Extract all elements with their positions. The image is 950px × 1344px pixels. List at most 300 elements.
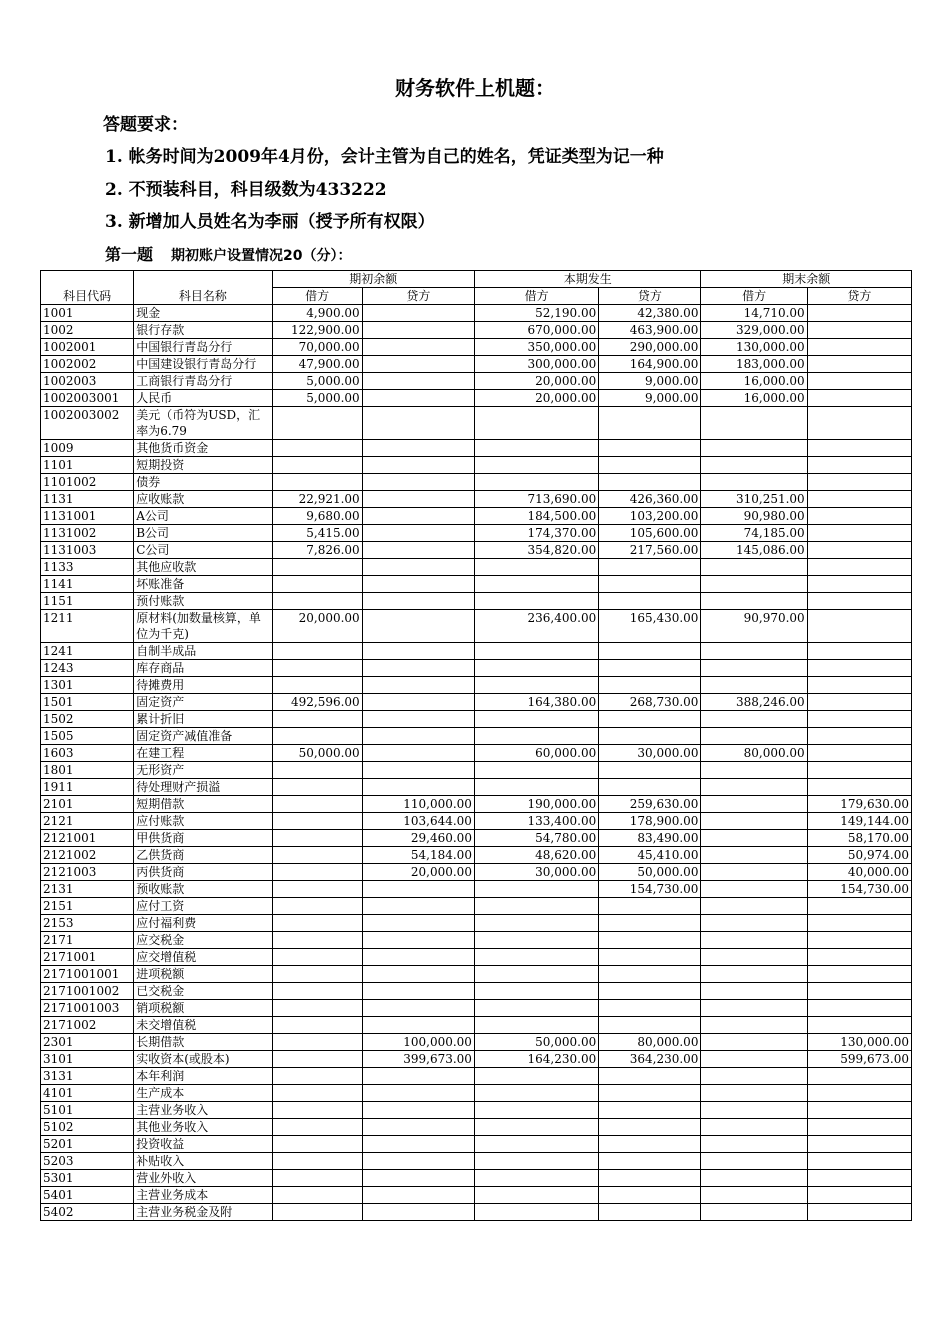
opening-debit — [272, 779, 362, 796]
period-credit — [599, 474, 701, 491]
opening-debit — [272, 1170, 362, 1187]
opening-debit — [272, 440, 362, 457]
opening-debit — [272, 864, 362, 881]
opening-credit — [362, 643, 474, 660]
period-debit — [474, 915, 598, 932]
period-credit: 42,380.00 — [599, 305, 701, 322]
table-row — [41, 660, 912, 677]
table-row — [41, 1119, 912, 1136]
closing-credit — [807, 949, 911, 966]
opening-debit — [272, 1034, 362, 1051]
period-debit: 354,820.00 — [474, 542, 598, 559]
opening-debit — [272, 966, 362, 983]
table-row — [41, 762, 912, 779]
period-credit: 50,000.00 — [599, 864, 701, 881]
closing-credit: 58,170.00 — [807, 830, 911, 847]
closing-debit — [701, 593, 807, 610]
period-credit: 217,560.00 — [599, 542, 701, 559]
opening-credit — [362, 745, 474, 762]
table-row — [41, 1034, 912, 1051]
opening-credit — [362, 559, 474, 576]
closing-debit: 145,086.00 — [701, 542, 807, 559]
period-debit: 30,000.00 — [474, 864, 598, 881]
account-name: 长期借款 — [134, 1034, 272, 1051]
account-name: 无形资产 — [134, 762, 272, 779]
period-debit — [474, 1136, 598, 1153]
account-name: 补贴收入 — [134, 1153, 272, 1170]
opening-debit: 5,000.00 — [272, 373, 362, 390]
question-1-label: 第一题 — [105, 245, 154, 264]
opening-credit: 20,000.00 — [362, 864, 474, 881]
account-name: 本年利润 — [134, 1068, 272, 1085]
account-name: 坏账准备 — [134, 576, 272, 593]
closing-credit — [807, 745, 911, 762]
period-debit: 300,000.00 — [474, 356, 598, 373]
opening-credit: 103,644.00 — [362, 813, 474, 830]
period-credit: 268,730.00 — [599, 694, 701, 711]
closing-debit: 16,000.00 — [701, 373, 807, 390]
opening-debit — [272, 677, 362, 694]
account-code: 5102 — [41, 1119, 134, 1136]
opening-debit — [272, 1051, 362, 1068]
closing-debit — [701, 1085, 807, 1102]
account-code: 2171001 — [41, 949, 134, 966]
period-credit: 259,630.00 — [599, 796, 701, 813]
closing-debit: 16,000.00 — [701, 390, 807, 407]
account-code: 1009 — [41, 440, 134, 457]
closing-credit — [807, 542, 911, 559]
opening-credit — [362, 1119, 474, 1136]
period-debit — [474, 576, 598, 593]
opening-debit — [272, 1017, 362, 1034]
opening-credit — [362, 593, 474, 610]
period-debit — [474, 1187, 598, 1204]
closing-credit — [807, 677, 911, 694]
account-code: 2153 — [41, 915, 134, 932]
table-row — [41, 796, 912, 813]
table-row — [41, 813, 912, 830]
opening-credit — [362, 1017, 474, 1034]
closing-debit: 388,246.00 — [701, 694, 807, 711]
account-code: 1141 — [41, 576, 134, 593]
header-period-activity: 本期发生 — [474, 271, 701, 288]
closing-debit: 183,000.00 — [701, 356, 807, 373]
period-debit — [474, 1204, 598, 1221]
period-debit: 174,370.00 — [474, 525, 598, 542]
closing-debit — [701, 1170, 807, 1187]
period-debit — [474, 966, 598, 983]
period-credit — [599, 1068, 701, 1085]
closing-debit: 80,000.00 — [701, 745, 807, 762]
account-code: 1243 — [41, 660, 134, 677]
opening-credit: 399,673.00 — [362, 1051, 474, 1068]
opening-debit — [272, 1102, 362, 1119]
period-debit — [474, 779, 598, 796]
closing-debit — [701, 915, 807, 932]
closing-credit — [807, 1153, 911, 1170]
closing-credit — [807, 643, 911, 660]
account-code: 1505 — [41, 728, 134, 745]
account-name: 生产成本 — [134, 1085, 272, 1102]
table-row — [41, 457, 912, 474]
opening-credit — [362, 949, 474, 966]
account-code: 5401 — [41, 1187, 134, 1204]
closing-debit — [701, 559, 807, 576]
closing-credit — [807, 491, 911, 508]
closing-credit — [807, 1136, 911, 1153]
closing-credit — [807, 762, 911, 779]
closing-debit — [701, 1102, 807, 1119]
closing-credit — [807, 1017, 911, 1034]
period-debit — [474, 1170, 598, 1187]
period-debit — [474, 1119, 598, 1136]
closing-credit — [807, 1102, 911, 1119]
table-row — [41, 356, 912, 373]
opening-credit — [362, 407, 474, 440]
account-name: 人民币 — [134, 390, 272, 407]
opening-debit — [272, 728, 362, 745]
account-name: 应收账款 — [134, 491, 272, 508]
opening-credit — [362, 1153, 474, 1170]
account-code: 2171002 — [41, 1017, 134, 1034]
account-name: 已交税金 — [134, 983, 272, 1000]
closing-credit — [807, 1068, 911, 1085]
account-name: 应付福利费 — [134, 915, 272, 932]
account-code: 5201 — [41, 1136, 134, 1153]
opening-debit: 70,000.00 — [272, 339, 362, 356]
closing-credit — [807, 898, 911, 915]
closing-credit — [807, 593, 911, 610]
table-row — [41, 864, 912, 881]
period-debit — [474, 474, 598, 491]
closing-debit: 310,251.00 — [701, 491, 807, 508]
period-credit: 463,900.00 — [599, 322, 701, 339]
opening-debit — [272, 915, 362, 932]
opening-debit — [272, 1136, 362, 1153]
period-credit — [599, 643, 701, 660]
period-credit — [599, 966, 701, 983]
closing-debit — [701, 1136, 807, 1153]
period-debit — [474, 983, 598, 1000]
closing-debit — [701, 1153, 807, 1170]
header-credit: 贷方 — [362, 288, 474, 305]
opening-debit: 492,596.00 — [272, 694, 362, 711]
period-debit — [474, 440, 598, 457]
table-row — [41, 728, 912, 745]
closing-debit — [701, 830, 807, 847]
opening-credit — [362, 932, 474, 949]
closing-debit — [701, 847, 807, 864]
account-name: 累计折旧 — [134, 711, 272, 728]
opening-debit — [272, 643, 362, 660]
closing-debit — [701, 457, 807, 474]
ledger-body — [41, 305, 912, 1221]
account-code: 1801 — [41, 762, 134, 779]
period-credit: 45,410.00 — [599, 847, 701, 864]
closing-debit: 90,970.00 — [701, 610, 807, 643]
closing-debit — [701, 813, 807, 830]
closing-debit — [701, 898, 807, 915]
period-credit: 154,730.00 — [599, 881, 701, 898]
closing-debit: 74,185.00 — [701, 525, 807, 542]
opening-debit — [272, 1153, 362, 1170]
closing-credit — [807, 356, 911, 373]
opening-credit — [362, 1085, 474, 1102]
period-debit: 236,400.00 — [474, 610, 598, 643]
account-code: 1101002 — [41, 474, 134, 491]
closing-credit — [807, 983, 911, 1000]
closing-credit: 40,000.00 — [807, 864, 911, 881]
account-name: 中国银行青岛分行 — [134, 339, 272, 356]
requirement-1: 1. 帐务时间为2009年4月份，会计主管为自己的姓名，凭证类型为记一种 — [105, 147, 664, 167]
closing-debit — [701, 779, 807, 796]
closing-credit — [807, 915, 911, 932]
table-row — [41, 390, 912, 407]
closing-credit — [807, 1204, 911, 1221]
account-name: 预收账款 — [134, 881, 272, 898]
closing-credit — [807, 407, 911, 440]
opening-debit: 9,680.00 — [272, 508, 362, 525]
opening-credit: 29,460.00 — [362, 830, 474, 847]
closing-debit — [701, 881, 807, 898]
period-debit: 50,000.00 — [474, 1034, 598, 1051]
account-name: A公司 — [134, 508, 272, 525]
account-name: 原材料(加数量核算，单位为千克) — [134, 610, 272, 643]
account-code: 2301 — [41, 1034, 134, 1051]
opening-debit — [272, 559, 362, 576]
requirements-heading: 答题要求： — [103, 115, 188, 135]
account-name: 应交增值税 — [134, 949, 272, 966]
header-opening-balance: 期初余额 — [272, 271, 474, 288]
opening-credit: 110,000.00 — [362, 796, 474, 813]
opening-credit — [362, 711, 474, 728]
account-code: 1101 — [41, 457, 134, 474]
opening-credit — [362, 305, 474, 322]
opening-credit — [362, 508, 474, 525]
period-debit — [474, 593, 598, 610]
account-name: 债券 — [134, 474, 272, 491]
closing-debit — [701, 1017, 807, 1034]
page-title: 财务软件上机题： — [395, 76, 555, 100]
period-credit — [599, 1085, 701, 1102]
table-row — [41, 915, 912, 932]
account-name: C公司 — [134, 542, 272, 559]
account-code: 4101 — [41, 1085, 134, 1102]
closing-debit — [701, 576, 807, 593]
table-row — [41, 643, 912, 660]
account-code: 1002001 — [41, 339, 134, 356]
opening-credit — [362, 440, 474, 457]
period-credit — [599, 1187, 701, 1204]
period-credit — [599, 457, 701, 474]
period-debit — [474, 643, 598, 660]
closing-debit — [701, 1068, 807, 1085]
account-name: 其他货币资金 — [134, 440, 272, 457]
period-credit — [599, 762, 701, 779]
period-credit: 165,430.00 — [599, 610, 701, 643]
period-credit — [599, 559, 701, 576]
table-row — [41, 1136, 912, 1153]
period-credit — [599, 1204, 701, 1221]
opening-debit — [272, 1085, 362, 1102]
account-code: 3101 — [41, 1051, 134, 1068]
table-row — [41, 898, 912, 915]
account-code: 1002002 — [41, 356, 134, 373]
account-name: B公司 — [134, 525, 272, 542]
account-name: 预付账款 — [134, 593, 272, 610]
opening-debit — [272, 898, 362, 915]
closing-credit — [807, 339, 911, 356]
opening-credit — [362, 525, 474, 542]
opening-debit: 50,000.00 — [272, 745, 362, 762]
table-row — [41, 508, 912, 525]
account-name: 应交税金 — [134, 932, 272, 949]
opening-debit — [272, 847, 362, 864]
opening-debit: 7,826.00 — [272, 542, 362, 559]
account-name: 营业外收入 — [134, 1170, 272, 1187]
closing-credit — [807, 1187, 911, 1204]
header-name: 科目名称 — [134, 271, 272, 305]
account-name: 待摊费用 — [134, 677, 272, 694]
period-credit — [599, 915, 701, 932]
opening-credit — [362, 915, 474, 932]
table-row — [41, 1085, 912, 1102]
opening-credit — [362, 1102, 474, 1119]
closing-debit — [701, 1051, 807, 1068]
account-code: 1301 — [41, 677, 134, 694]
table-row — [41, 1170, 912, 1187]
closing-debit — [701, 949, 807, 966]
account-code: 2121003 — [41, 864, 134, 881]
opening-debit — [272, 1119, 362, 1136]
period-debit — [474, 1102, 598, 1119]
account-code: 1131003 — [41, 542, 134, 559]
opening-debit — [272, 813, 362, 830]
closing-credit — [807, 440, 911, 457]
opening-credit — [362, 339, 474, 356]
period-debit — [474, 1153, 598, 1170]
period-credit — [599, 1119, 701, 1136]
table-row — [41, 1187, 912, 1204]
table-row — [41, 1102, 912, 1119]
closing-debit — [701, 728, 807, 745]
period-credit — [599, 898, 701, 915]
opening-debit — [272, 1187, 362, 1204]
period-credit — [599, 677, 701, 694]
opening-debit — [272, 711, 362, 728]
period-credit: 83,490.00 — [599, 830, 701, 847]
closing-debit: 90,980.00 — [701, 508, 807, 525]
account-name: 现金 — [134, 305, 272, 322]
closing-debit: 130,000.00 — [701, 339, 807, 356]
table-row — [41, 779, 912, 796]
account-code: 5402 — [41, 1204, 134, 1221]
table-row — [41, 694, 912, 711]
account-code: 5101 — [41, 1102, 134, 1119]
closing-credit: 179,630.00 — [807, 796, 911, 813]
account-code: 2131 — [41, 881, 134, 898]
opening-debit: 5,000.00 — [272, 390, 362, 407]
closing-credit — [807, 525, 911, 542]
closing-debit — [701, 440, 807, 457]
account-code: 2151 — [41, 898, 134, 915]
period-credit — [599, 1102, 701, 1119]
closing-credit — [807, 305, 911, 322]
account-name: 实收资本(或股本) — [134, 1051, 272, 1068]
opening-debit: 20,000.00 — [272, 610, 362, 643]
period-debit — [474, 711, 598, 728]
closing-debit — [701, 677, 807, 694]
opening-debit: 5,415.00 — [272, 525, 362, 542]
period-debit: 52,190.00 — [474, 305, 598, 322]
opening-credit — [362, 491, 474, 508]
opening-credit — [362, 677, 474, 694]
account-code: 2171001002 — [41, 983, 134, 1000]
account-name: 主营业务税金及附 — [134, 1204, 272, 1221]
period-debit — [474, 660, 598, 677]
account-code: 1002003 — [41, 373, 134, 390]
header-row-groups — [41, 271, 912, 288]
period-debit: 670,000.00 — [474, 322, 598, 339]
account-code: 1001 — [41, 305, 134, 322]
closing-debit — [701, 643, 807, 660]
opening-credit — [362, 474, 474, 491]
period-credit — [599, 593, 701, 610]
account-code: 2171 — [41, 932, 134, 949]
period-debit — [474, 1000, 598, 1017]
period-credit — [599, 711, 701, 728]
closing-debit — [701, 660, 807, 677]
account-name: 中国建设银行青岛分行 — [134, 356, 272, 373]
period-credit — [599, 779, 701, 796]
account-code: 5203 — [41, 1153, 134, 1170]
closing-credit — [807, 576, 911, 593]
header-code: 科目代码 — [41, 271, 134, 305]
table-row — [41, 542, 912, 559]
table-row — [41, 305, 912, 322]
opening-credit — [362, 694, 474, 711]
period-debit — [474, 932, 598, 949]
ledger-table — [40, 270, 912, 1221]
period-credit — [599, 983, 701, 1000]
closing-credit — [807, 1085, 911, 1102]
period-debit — [474, 898, 598, 915]
period-debit: 60,000.00 — [474, 745, 598, 762]
table-row — [41, 559, 912, 576]
period-credit — [599, 1136, 701, 1153]
account-code: 1502 — [41, 711, 134, 728]
closing-credit: 50,974.00 — [807, 847, 911, 864]
account-name: 未交增值税 — [134, 1017, 272, 1034]
opening-debit — [272, 983, 362, 1000]
period-debit: 20,000.00 — [474, 390, 598, 407]
period-debit — [474, 407, 598, 440]
account-name: 甲供货商 — [134, 830, 272, 847]
table-row — [41, 322, 912, 339]
period-debit — [474, 762, 598, 779]
closing-credit — [807, 559, 911, 576]
opening-debit — [272, 576, 362, 593]
account-name: 投资收益 — [134, 1136, 272, 1153]
opening-debit — [272, 660, 362, 677]
account-code: 1131 — [41, 491, 134, 508]
period-credit: 103,200.00 — [599, 508, 701, 525]
account-code: 1002003002 — [41, 407, 134, 440]
period-credit: 105,600.00 — [599, 525, 701, 542]
account-name: 待处理财产损溢 — [134, 779, 272, 796]
period-credit: 164,900.00 — [599, 356, 701, 373]
account-name: 固定资产减值准备 — [134, 728, 272, 745]
